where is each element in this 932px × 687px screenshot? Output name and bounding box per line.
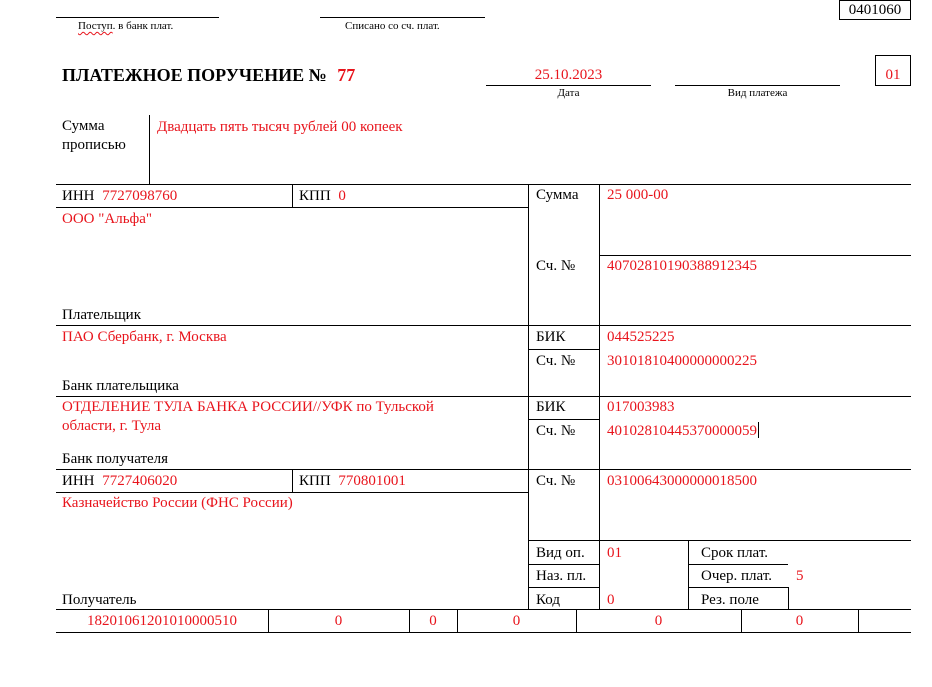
date-label: Дата (557, 87, 580, 99)
payer-account-label: Сч. № (536, 258, 576, 274)
text-cursor (758, 422, 759, 438)
date-line (486, 85, 651, 86)
grid-line (528, 349, 599, 350)
payer-name: ООО "Альфа" (62, 211, 153, 227)
payee-bank-bik-label: БИК (536, 399, 566, 415)
received-by-bank-line (56, 17, 219, 18)
payee-inn-field (62, 472, 177, 490)
grid-line (688, 587, 788, 588)
amount-value: 25 000-00 (607, 187, 669, 203)
payee-bank-account-label: Сч. № (536, 423, 576, 439)
grid-line (56, 207, 528, 208)
grid-line (528, 184, 529, 609)
amount-in-words-divider (149, 115, 150, 185)
payer-kpp-label: КПП (299, 188, 331, 204)
payer-inn-label: ИНН (62, 188, 95, 204)
debited-line (320, 17, 485, 18)
basis-value: 0 (429, 613, 437, 629)
status-code: 01 (885, 67, 901, 83)
form-code: 0401060 (848, 2, 902, 18)
op-type: 01 (607, 545, 622, 561)
payer-label: Плательщик (62, 307, 141, 323)
kbk-value: 18201061201010000510 (87, 613, 237, 629)
amount-label: Сумма (536, 187, 579, 203)
grid-line (56, 396, 911, 397)
grid-line (56, 184, 911, 185)
payee-bank-label: Банк получателя (62, 451, 169, 467)
purpose-code-label: Наз. пл. (536, 568, 587, 584)
grid-line (56, 609, 911, 610)
payer-bank-account: 30101810400000000225 (607, 353, 757, 369)
doc-date-value: 0 (795, 613, 804, 629)
period-value: 0 (512, 613, 521, 629)
grid-line (788, 587, 789, 609)
title-label: ПЛАТЕЖНОЕ ПОРУЧЕНИЕ № (62, 65, 327, 85)
payee-bank-account: 40102810445370000059 (607, 423, 757, 439)
op-type-label: Вид оп. (536, 545, 585, 561)
grid-line (292, 469, 293, 492)
payer-kpp-field (299, 187, 346, 205)
doc-number-value: 0 (654, 613, 663, 629)
payment-type-line (675, 85, 840, 86)
due-date-label: Срок плат. (701, 545, 769, 561)
payer-bank-name: ПАО Сбербанк, г. Москва (62, 329, 227, 345)
payee-bank-bik: 017003983 (607, 399, 675, 415)
grid-line (56, 469, 911, 470)
priority-label: Очер. плат. (701, 568, 772, 584)
payee-kpp: 770801001 (338, 473, 406, 489)
payer-bank-account-label: Сч. № (536, 353, 576, 369)
payment-type-label: Вид платежа (727, 87, 788, 99)
oktmo-value: 0 (334, 613, 343, 629)
payee-label: Получатель (62, 592, 137, 608)
payer-bank-label: Банк плательщика (62, 378, 179, 394)
page-title (62, 64, 355, 86)
priority-value: 5 (796, 568, 804, 584)
payer-inn: 7727098760 (102, 188, 178, 204)
grid-line (528, 540, 911, 541)
payee-name: Казначейство России (ФНС России) (62, 495, 293, 511)
payer-bank-bik: 044525225 (607, 329, 675, 345)
grid-line (858, 609, 859, 632)
payee-inn: 7727406020 (102, 473, 178, 489)
payee-kpp-field (299, 472, 406, 490)
form-code-box (839, 0, 911, 20)
status-code-box (875, 55, 911, 86)
grid-line (528, 419, 599, 420)
grid-line (292, 184, 293, 207)
date-value: 25.10.2023 (534, 67, 603, 83)
grid-line (56, 492, 528, 493)
payer-bank-bik-label: БИК (536, 329, 566, 345)
payee-bank-name-line1: ОТДЕЛЕНИЕ ТУЛА БАНКА РОССИИ//УФК по Тульской (62, 399, 434, 415)
payee-account: 03100643000000018500 (607, 473, 757, 489)
amount-in-words-label: Сумма прописью (62, 118, 126, 153)
amount-in-words-value: Двадцать пять тысяч рублей 00 копеек (157, 119, 403, 135)
code-value: 0 (607, 592, 615, 608)
grid-line (56, 632, 911, 633)
payer-account: 40702810190388912345 (607, 258, 757, 274)
payee-account-label: Сч. № (536, 473, 576, 489)
payer-kpp: 0 (338, 188, 346, 204)
grid-line (599, 184, 600, 609)
grid-line (56, 325, 911, 326)
payer-inn-field (62, 187, 177, 205)
payee-inn-label: ИНН (62, 473, 95, 489)
code-label: Код (536, 592, 560, 608)
payee-kpp-label: КПП (299, 473, 331, 489)
payee-bank-account-field[interactable] (607, 422, 759, 440)
payee-bank-name-line2: области, г. Тула (62, 418, 162, 434)
grid-line (688, 564, 788, 565)
received-by-bank-label: Поступ. в банк плат. (78, 20, 174, 32)
grid-line (688, 540, 689, 609)
debited-from-account-label: Списано со сч. плат. (345, 20, 440, 32)
grid-line (528, 564, 599, 565)
grid-line (599, 255, 911, 256)
reserve-label: Рез. поле (701, 592, 759, 608)
grid-line (528, 587, 599, 588)
order-number: 77 (337, 65, 356, 85)
